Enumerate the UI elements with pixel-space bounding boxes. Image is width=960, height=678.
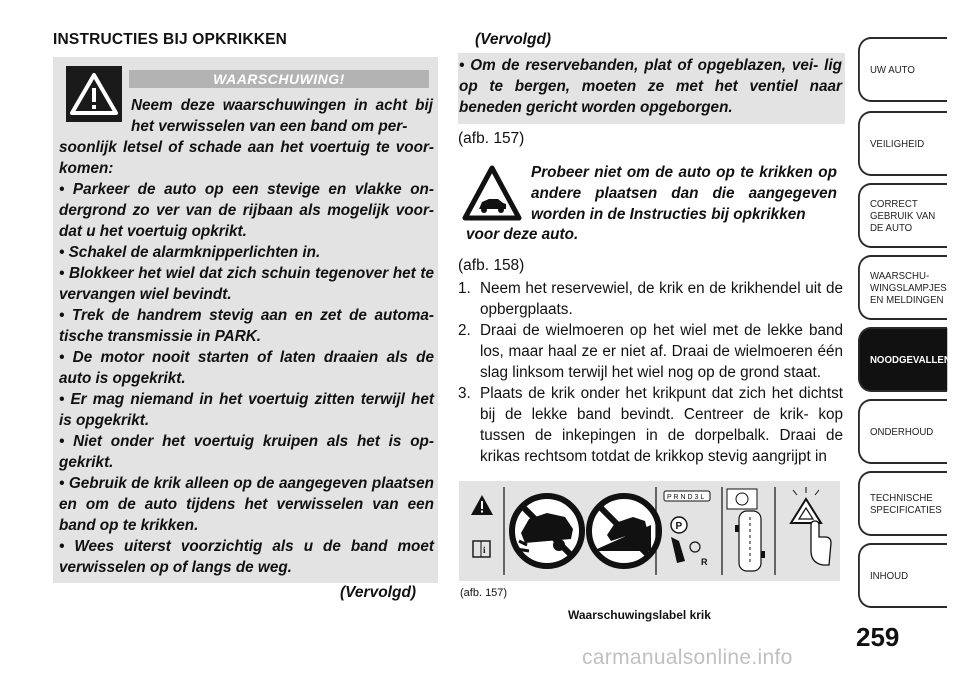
caution-text: Probeer niet om de auto op te krikken op andere plaatsen dan die aangegeven worden in de Instructies bij opkrikken [531, 164, 837, 223]
step-text: Draai de wielmoeren op het wiel met de lekke band los, maar haal ze er niet af. Draai de wielmoeren één slag linksom terwijl het wiel nog op de grond staat. [480, 322, 843, 381]
tab-correct-gebruik[interactable]: CORRECT GEBRUIK VAN DE AUTO [858, 183, 947, 248]
step-number: 3. [458, 385, 471, 402]
warning-lead-text: Neem deze waarschuwingen in acht bij het verwisselen van een band om per- [131, 97, 433, 135]
figure-reference: (afb. 157) [458, 130, 525, 147]
svg-text:R: R [701, 557, 708, 567]
warning-paragraph: • Trek de handrem stevig aan en zet de automa- tische transmissie in PARK. [59, 307, 434, 345]
page-number: 259 [856, 622, 900, 652]
hazard-button-icon [791, 487, 831, 565]
tab-uw-auto[interactable]: UW AUTO [858, 37, 947, 102]
no-jacking-on-slope-icon [589, 496, 659, 566]
tab-onderhoud[interactable]: ONDERHOUD [858, 399, 947, 464]
step-number: 1. [458, 280, 471, 297]
list-item [458, 383, 843, 467]
warning-paragraph: • Wees uiterst voorzichtig als u de band moet verwisselen op of langs de weg. [59, 538, 434, 576]
warning-paragraph: • Er mag niemand in het voertuig zitten terwijl het is opgekrikt. [59, 391, 434, 429]
figure-number: (afb. 157) [460, 587, 508, 599]
warning-text [59, 137, 434, 578]
warning-title: WAARSCHUWING! [213, 71, 345, 87]
step-number: 2. [458, 322, 471, 339]
list-item [458, 278, 843, 320]
step-text: Neem het reservewiel, de krik en de krikhendel uit de opbergplaats. [480, 280, 843, 318]
manual-book-icon [473, 541, 490, 557]
tab-noodgevallen[interactable]: NOODGEVALLEN [858, 327, 947, 392]
svg-text:i: i [483, 545, 486, 555]
warning-paragraph: • Gebruik de krik alleen op de aangegeven plaatsen en om de auto tijdens het verwisselen van een band op te krikken. [59, 475, 434, 534]
tab-technische-specificaties[interactable]: TECHNISCHE SPECIFICATIES [858, 471, 947, 536]
svg-text:P: P [675, 521, 683, 532]
warning-paragraph: soonlijk letsel of schade aan het voertuig te voor- komen: [59, 139, 434, 177]
car-caution-icon [462, 164, 522, 222]
step-text: Plaats de krik onder het krikpunt dat zich het dichtst bij de lekke band bevindt. Centreer de krik- kop tussen de inkepingen in de dorpelbalk. Draai de krikas rechtsom totdat de krikkop stevig aangrijpt in [480, 385, 843, 465]
no-crawling-under-car-icon [512, 496, 582, 566]
tab-waarschuwingslampjes[interactable]: WAARSCHU- WINGSLAMPJES EN MELDINGEN [858, 255, 947, 320]
tab-veiligheid[interactable]: VEILIGHEID [858, 111, 947, 176]
warning-paragraph: • Niet onder het voertuig kruipen als het is op- gekrikt. [59, 433, 434, 471]
continued-label: (Vervolgd) [475, 31, 552, 48]
figure-caption: Waarschuwingslabel krik [568, 608, 711, 622]
continued-label: (Vervolgd) [340, 584, 417, 601]
park-gear-icon [664, 491, 710, 567]
warning-icon [471, 495, 493, 515]
watermark: carmanualsonline.info [582, 646, 793, 669]
list-item [458, 320, 843, 383]
warning-paragraph: • Parkeer de auto op een stevige en vlakke on- dergrond zo ver van de rijbaan als mogelijk voor- dat u het voertuig opkrikt. [59, 181, 434, 240]
instruction-steps [458, 278, 843, 467]
jack-warning-label-figure [459, 481, 840, 581]
warning-continuation-text: • Om de reservebanden, plat of opgeblazen, vei- lig op te bergen, moeten ze met het ventiel naar beneden gericht worden opgeborgen. [459, 57, 842, 116]
tab-inhoud[interactable]: INHOUD [858, 543, 947, 608]
warning-icon [66, 66, 122, 122]
section-title: INSTRUCTIES BIJ OPKRIKKEN [53, 31, 288, 48]
warning-paragraph: • Schakel de alarmknipperlichten in. [59, 244, 321, 261]
jacking-point-diagram-icon [727, 489, 765, 571]
caution-text-tail: voor deze auto. [466, 226, 579, 243]
warning-paragraph: • De motor nooit starten of laten draaien als de auto is opgekrikt. [59, 349, 434, 387]
gear-selector-text: P R N D 3 L [667, 494, 705, 501]
figure-reference: (afb. 158) [458, 257, 525, 274]
warning-paragraph: • Blokkeer het wiel dat zich schuin tegenover het te vervangen wiel bevindt. [59, 265, 434, 303]
